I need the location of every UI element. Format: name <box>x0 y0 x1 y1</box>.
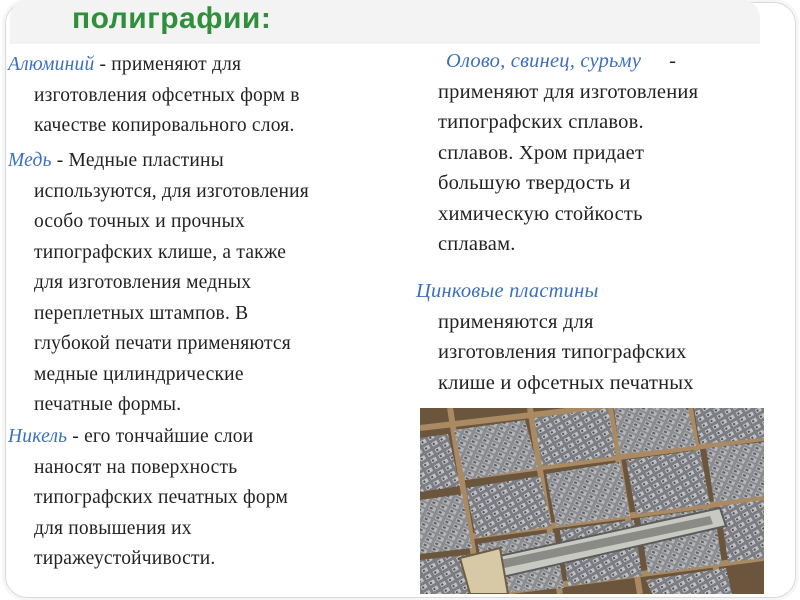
copper-dash: - <box>51 150 69 171</box>
nickel-line: наносят на поверхность <box>34 456 238 478</box>
copper-term: Медь <box>8 150 52 171</box>
aluminum-first-line: применяют для <box>111 54 242 75</box>
aluminum-paragraph <box>8 50 388 142</box>
tin-line: сплавов. Хром придает <box>438 141 645 164</box>
copper-line: медные цилиндрические <box>34 363 244 385</box>
zinc-paragraph <box>416 276 788 398</box>
copper-first-line: Медные пластины <box>68 150 224 171</box>
tin-dash: - <box>669 50 677 72</box>
tin-line: сплавам. <box>438 233 516 255</box>
aluminum-term: Алюминий <box>8 54 95 75</box>
tin-line: химическую стойкость <box>438 202 643 225</box>
nickel-line: для повышения их <box>34 517 192 539</box>
tin-line: большую твердость и <box>438 172 631 194</box>
tin-line: применяют для изготовления <box>438 80 699 103</box>
nickel-first-line: его тончайшие слои <box>84 426 254 447</box>
zinc-line: изготовления типографских <box>438 341 687 363</box>
aluminum-line: изготовления офсетных форм в <box>34 84 300 106</box>
nickel-line: тиражеустойчивости. <box>34 548 216 569</box>
tin-paragraph <box>416 46 788 260</box>
nickel-term: Никель <box>8 426 68 447</box>
tin-term: Олово, свинец, сурьму <box>446 50 642 72</box>
copper-line: для изготовления медных <box>34 272 252 293</box>
copper-line: переплетных штампов. В <box>34 302 249 324</box>
nickel-paragraph <box>8 422 388 575</box>
copper-line: типографских клише, а также <box>34 241 287 263</box>
type-case-photo <box>420 408 764 594</box>
zinc-line: клише и офсетных печатных <box>438 371 694 394</box>
zinc-term: Цинковые пластины <box>416 280 599 302</box>
aluminum-dash: - <box>94 54 112 75</box>
copper-line: используются, для изготовления <box>34 180 309 202</box>
type-case-illustration <box>420 408 764 594</box>
copper-line: глубокой печати применяются <box>34 333 291 354</box>
nickel-line: типографских печатных форм <box>34 487 288 508</box>
zinc-line: применяются для <box>438 310 594 333</box>
tin-line: типографских сплавов. <box>438 111 644 133</box>
copper-line: печатные формы. <box>34 394 182 415</box>
nickel-dash: - <box>67 426 85 447</box>
copper-paragraph <box>8 146 388 421</box>
aluminum-line: качестве копировального слоя. <box>34 115 295 136</box>
slide-title: полиграфии: <box>72 2 272 35</box>
copper-line: особо точных и прочных <box>34 211 245 232</box>
